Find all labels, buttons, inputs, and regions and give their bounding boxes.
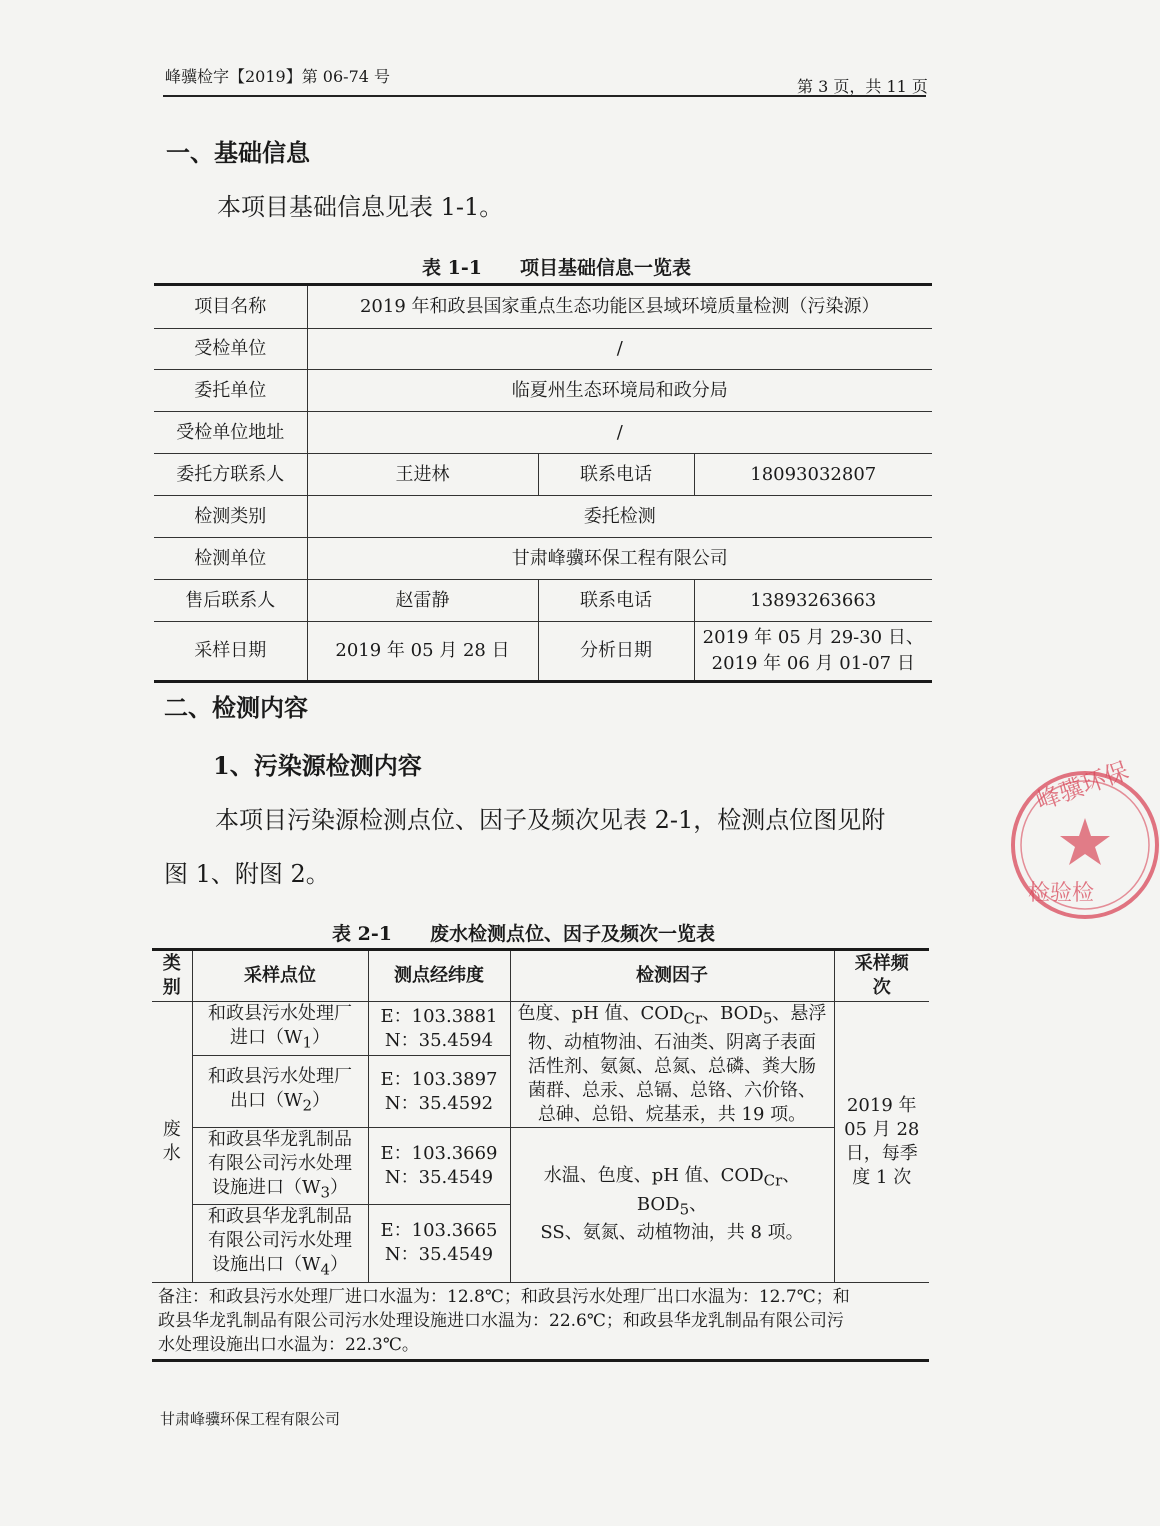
site-sub: 4 — [320, 1260, 331, 1279]
latitude: N：35.4594 — [384, 1029, 494, 1051]
factor-text: 、 — [689, 1193, 708, 1215]
latitude: N：35.4549 — [384, 1244, 494, 1266]
sampling-date-label: 采样日期 — [154, 622, 307, 682]
latitude: N：35.4592 — [384, 1092, 494, 1114]
section1-intro: 本项目基础信息见表 1-1。 — [217, 193, 504, 221]
table-row — [154, 412, 932, 454]
header-rule — [163, 95, 926, 97]
client-phone-label: 联系电话 — [538, 454, 694, 496]
header-frequency-2: 次 — [872, 977, 891, 998]
table-row — [154, 285, 932, 329]
test-unit-value: 甘肃峰骥环保工程有限公司 — [307, 538, 932, 580]
analysis-date-line1: 2019 年 05 月 29-30 日、 — [702, 627, 924, 648]
inspected-address-value: / — [307, 412, 932, 454]
header-factors: 检测因子 — [510, 950, 834, 1002]
latitude: N：35.4549 — [384, 1166, 494, 1188]
site-line: 和政县污水处理厂 — [208, 1003, 352, 1025]
frequency-line: 日，每季 — [845, 1142, 918, 1164]
factor-line: 总砷、总铅、烷基汞，共 19 项。 — [537, 1103, 807, 1125]
site-text: 进口（W — [229, 1027, 303, 1049]
table-row — [154, 538, 932, 580]
company-seal-stamp — [1010, 756, 1160, 920]
table-row — [154, 329, 932, 370]
site-text: 出口（W — [229, 1090, 303, 1112]
header-site: 采样点位 — [192, 950, 368, 1002]
section2-para-line2: 图 1、附图 2。 — [164, 860, 330, 888]
client-label: 委托单位 — [154, 370, 307, 412]
site-text: ） — [312, 1090, 331, 1112]
coords-cell — [368, 1056, 510, 1127]
test-unit-label: 检测单位 — [154, 538, 307, 580]
factor-sub: 5 — [679, 1200, 690, 1219]
table-row — [154, 454, 932, 496]
inspected-address-label: 受检单位地址 — [154, 412, 307, 454]
table2-caption: 表 2-1 废水检测点位、因子及频次一览表 — [332, 923, 715, 945]
frequency-line: 05 月 28 — [844, 1118, 920, 1140]
factor-text: 水温、色度、pH 值、COD — [543, 1165, 764, 1187]
site-line: 和政县华龙乳制品 — [208, 1128, 352, 1150]
table1-caption: 表 1-1 项目基础信息一览表 — [422, 257, 691, 279]
table-note — [152, 1282, 929, 1360]
table-row — [154, 622, 932, 682]
factor-text: 色度、pH 值、COD — [517, 1003, 684, 1024]
inspected-unit-value: / — [307, 329, 932, 370]
footer-company: 甘肃峰骥环保工程有限公司 — [160, 1410, 341, 1428]
svg-text:检验检: 检验检 — [1028, 881, 1095, 906]
site-line: 和政县污水处理厂 — [208, 1066, 352, 1088]
table-row — [152, 1127, 929, 1205]
analysis-date-value — [694, 622, 932, 682]
svg-text:峰骥环保: 峰骥环保 — [1032, 756, 1133, 816]
header-category — [152, 950, 192, 1002]
aftersales-phone-label: 联系电话 — [538, 580, 694, 622]
client-contact-value: 王进林 — [307, 454, 538, 496]
factors-cell-a — [510, 1002, 834, 1128]
factor-text: 、悬浮 — [772, 1003, 827, 1024]
note-line: 备注：和政县污水处理厂进口水温为：12.8℃；和政县污水处理厂出口水温为：12.7℃；和 — [158, 1286, 850, 1307]
client-contact-label: 委托方联系人 — [154, 454, 307, 496]
longitude: E：103.3897 — [380, 1068, 498, 1090]
site-line: 有限公司污水处理 — [208, 1152, 352, 1174]
longitude: E：103.3881 — [380, 1005, 498, 1027]
site-sub: 1 — [302, 1034, 313, 1053]
table-row — [152, 1002, 929, 1056]
factor-text: 、BOD — [636, 1165, 801, 1215]
page-info: 第 3 页，共 11 页 — [797, 77, 928, 96]
frequency-line: 度 1 次 — [852, 1166, 912, 1188]
table-note-row — [152, 1282, 929, 1360]
factor-sub: 5 — [762, 1009, 773, 1028]
aftersales-label: 售后联系人 — [154, 580, 307, 622]
test-type-label: 检测类别 — [154, 496, 307, 538]
section2-title: 二、检测内容 — [164, 693, 308, 722]
site-line — [197, 1176, 364, 1205]
wastewater-table — [152, 948, 929, 1362]
factor-sub: Cr — [683, 1009, 703, 1028]
site-cell — [192, 1127, 368, 1205]
site-cell — [192, 1002, 368, 1056]
doc-number: 峰骥检字【2019】第 06-74 号 — [165, 67, 391, 86]
site-line: 有限公司污水处理 — [208, 1230, 352, 1252]
site-cell — [192, 1056, 368, 1127]
header-category-2: 别 — [162, 977, 181, 998]
factor-line — [515, 1002, 830, 1031]
header-frequency — [834, 950, 929, 1002]
factor-line: 菌群、总汞、总镉、总铬、六价铬、 — [528, 1079, 816, 1101]
table-row — [154, 580, 932, 622]
category-1: 废 — [162, 1118, 181, 1140]
factor-line — [515, 1164, 830, 1221]
note-line: 水处理设施出口水温为：22.3℃。 — [158, 1334, 419, 1355]
site-line — [197, 1253, 364, 1282]
frequency-line: 2019 年 — [846, 1094, 917, 1116]
site-text: ） — [330, 1254, 349, 1276]
site-line: 和政县华龙乳制品 — [208, 1206, 352, 1228]
table-header-row — [152, 950, 929, 1002]
header-frequency-1: 采样频 — [854, 953, 909, 974]
header-coords: 测点经纬度 — [368, 950, 510, 1002]
coords-cell — [368, 1127, 510, 1205]
factor-line: 物、动植物油、石油类、阴离子表面 — [528, 1031, 816, 1053]
coords-cell — [368, 1002, 510, 1056]
site-text: 设施出口（W — [211, 1254, 321, 1276]
longitude: E：103.3669 — [380, 1142, 498, 1164]
header-category-1: 类 — [162, 953, 181, 974]
section1-title: 一、基础信息 — [166, 138, 310, 167]
site-sub: 3 — [320, 1183, 331, 1202]
factor-sub: Cr — [763, 1171, 783, 1190]
client-phone-value: 18093032807 — [694, 454, 932, 496]
star-icon — [1060, 818, 1110, 865]
factor-text: 、BOD — [702, 1003, 763, 1024]
site-cell — [192, 1205, 368, 1283]
table-row — [154, 496, 932, 538]
site-text: 设施进口（W — [211, 1176, 321, 1198]
note-line: 政县华龙乳制品有限公司污水处理设施进口水温为：22.6℃；和政县华龙乳制品有限公司污 — [158, 1310, 844, 1331]
aftersales-contact-value: 赵雷静 — [307, 580, 538, 622]
site-sub: 2 — [302, 1096, 313, 1115]
aftersales-phone-value: 13893263663 — [694, 580, 932, 622]
factors-cell-b — [510, 1127, 834, 1282]
project-name-value: 2019 年和政县国家重点生态功能区县域环境质量检测（污染源） — [307, 285, 932, 329]
test-type-value: 委托检测 — [307, 496, 932, 538]
site-line — [197, 1026, 364, 1055]
section2-subtitle: 1、污染源检测内容 — [213, 751, 422, 780]
section2-para-line1: 本项目污染源检测点位、因子及频次见表 2-1，检测点位图见附 — [215, 806, 886, 834]
frequency-cell — [834, 1002, 929, 1283]
table-row — [154, 370, 932, 412]
category-2: 水 — [162, 1142, 181, 1164]
factor-line: 活性剂、氨氮、总氮、总磷、粪大肠 — [528, 1055, 816, 1077]
site-line — [197, 1089, 364, 1118]
analysis-date-line2: 2019 年 06 月 01-07 日 — [711, 653, 915, 674]
inspected-unit-label: 受检单位 — [154, 329, 307, 370]
analysis-date-label: 分析日期 — [538, 622, 694, 682]
project-info-table — [154, 283, 932, 683]
project-name-label: 项目名称 — [194, 296, 267, 317]
sampling-date-value: 2019 年 05 月 28 日 — [307, 622, 538, 682]
client-value: 临夏州生态环境局和政分局 — [307, 370, 932, 412]
longitude: E：103.3665 — [380, 1220, 498, 1242]
site-text: ） — [312, 1027, 331, 1049]
site-text: ） — [330, 1176, 349, 1198]
coords-cell — [368, 1205, 510, 1283]
factor-line: SS、氨氮、动植物油，共 8 项。 — [540, 1222, 804, 1244]
category-cell — [152, 1002, 192, 1283]
